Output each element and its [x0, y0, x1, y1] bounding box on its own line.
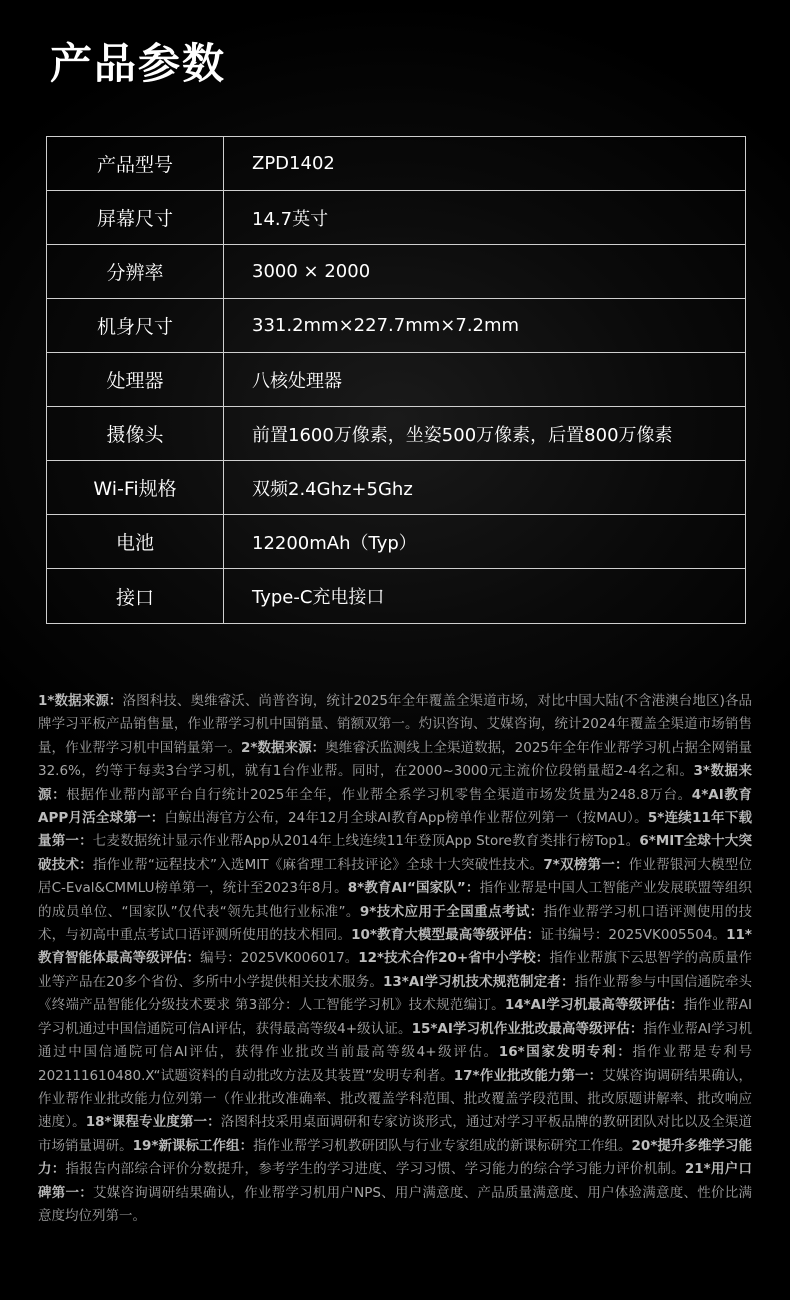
footnote-text: 洛图科技、奥维睿沃、尚普咨询，统计2025年全年覆盖全渠道市场，对比中国大陆(不含港澳台地区)各品牌学习平板产品销售量，作业帮学习机中国销量、销额双第一。灼识咨询、艾媒咨询，统计2024年覆盖全渠道市场销售量，作业帮学习机中国销量第一。 [38, 693, 753, 756]
footnote-text: 指报告内部综合评价分数提升，参考学生的学习进度、学习习惯、学习能力的综合学习能力评价机制。 [65, 1161, 685, 1178]
footnote-text: 指作业帮学习机教研团队与行业专家组成的新课标研究工作组。 [253, 1137, 632, 1154]
spec-row [47, 353, 745, 407]
spec-value: 14.7英寸 [252, 208, 329, 230]
footnote-text: 编号：2025VK006017。 [200, 950, 359, 967]
footnote-heading: 1*数据来源： [38, 693, 123, 709]
footnote-heading: 20*提升多维学习能力： [38, 1137, 752, 1178]
footnote-text: 奥维睿沃监测线上全渠道数据，2025年全年作业帮学习机占据全网销量32.6%，约等于每卖3台学习机，就有1台作业帮。同时，在2000~3000元主流价位段销量超2-4名之和。 [38, 739, 753, 780]
footnote-heading: 14*AI学习机最高等级评估： [504, 997, 684, 1014]
spec-row [47, 515, 745, 569]
footnote-heading: 12*技术合作20+省中小学校： [358, 950, 550, 967]
footnote-heading: 13*AI学习机技术规范制定者： [383, 973, 575, 990]
footnote-text: 指作业帮“远程技术”入选MIT《麻省理工科技评论》全球十大突破性技术。 [92, 856, 544, 873]
spec-row [47, 407, 745, 461]
footnote-text: 指作业帮是专利号202111610480.X“试题资料的自动批改方法及其装置”发明专利者。 [38, 1044, 752, 1084]
spec-name: 电池 [47, 515, 224, 568]
footnote-heading: 3*数据来源： [38, 763, 753, 803]
spec-name: 产品型号 [47, 137, 224, 190]
footnote-text: 证书编号：2025VK005504。 [540, 927, 727, 944]
footnote-text: 作业帮银河大模型位居C-Eval&CMMLU榜单第一，统计至2023年8月。 [38, 856, 753, 897]
spec-table [46, 136, 746, 624]
spec-value: Type-C充电接口 [252, 587, 385, 608]
page-title: 产品参数 [50, 39, 227, 88]
footnote-text: 根据作业帮内部平台自行统计2025年全年，作业帮全系学习机零售全渠道市场发货量为248.8万台。 [66, 786, 692, 803]
footnote-heading: 19*新课标工作组： [132, 1137, 254, 1154]
spec-name: Wi-Fi规格 [47, 461, 224, 514]
footnote-heading: 7*双榜第一： [543, 856, 629, 873]
footnote-heading: 21*用户口碑第一： [38, 1161, 752, 1201]
footnote-heading: 15*AI学习机作业批改最高等级评估： [411, 1020, 644, 1037]
spec-value: 前置1600万像素，坐姿500万像素，后置800万像素 [252, 424, 673, 446]
footnote-heading: 8*教育AI“国家队”： [347, 880, 480, 897]
footnote-text: 指作业帮AI学习机通过中国信通院可信AI评估，获得作业批改当前最高等级4+级评估。 [38, 1020, 752, 1061]
spec-name: 机身尺寸 [47, 299, 224, 352]
footnotes [38, 690, 752, 1228]
spec-value: 331.2mm×227.7mm×7.2mm [252, 315, 520, 336]
footnote-heading: 17*作业批改能力第一： [453, 1067, 603, 1084]
spec-name: 摄像头 [47, 407, 224, 460]
spec-value: 双频2.4Ghz+5Ghz [252, 478, 413, 500]
spec-row [47, 245, 745, 299]
footnote-text: 洛图科技采用桌面调研和专家访谈形式，通过对学习平板品牌的教研团队对比以及全渠道市场销量调研。 [38, 1114, 753, 1154]
spec-name: 分辨率 [47, 245, 224, 298]
footnote-heading: 6*MIT全球十大突破技术： [38, 833, 753, 873]
spec-name: 处理器 [47, 353, 224, 406]
footnote-heading: 5*连续11年下载量第一： [38, 810, 752, 850]
footnote-heading: 16*国家发明专利： [498, 1044, 633, 1061]
footnote-heading: 18*课程专业度第一： [85, 1114, 221, 1131]
spec-value: 12200mAh（Typ） [252, 532, 417, 554]
footnote-text: 指作业帮是中国人工智能产业发展联盟等组织的成员单位、“国家队”仅代表“领先其他行业标准”。 [38, 880, 753, 920]
footnote-text: 白鲸出海官方公布，24年12月全球AI教育App榜单作业帮位列第一（按MAU）。 [164, 810, 648, 827]
spec-row [47, 191, 745, 245]
spec-value: 八核处理器 [252, 370, 342, 392]
spec-row [47, 569, 745, 623]
footnote-text: 艾媒咨询调研结果确认，作业帮学习机用户NPS、用户满意度、产品质量满意度、用户体验满意度、性价比满意度均位列第一。 [38, 1184, 753, 1224]
footnote-text: 指作业帮AI学习机通过中国信通院可信AI评估，获得最高等级4+级认证。 [38, 997, 752, 1037]
spec-value: 3000 × 2000 [252, 261, 371, 282]
footnote-text: 七麦数据统计显示作业帮App从2014年上线连续11年登顶App Store教育类排行榜Top1。 [92, 833, 640, 850]
footnote-text: 指作业帮学习机口语评测使用的技术，与初高中重点考试口语评测所使用的技术相同。 [38, 903, 752, 944]
spec-row [47, 299, 745, 353]
footnote-heading: 2*数据来源： [241, 739, 326, 756]
footnote-heading: 10*教育大模型最高等级评估： [351, 927, 541, 944]
spec-row [47, 137, 745, 191]
footnote-heading: 11*教育智能体最高等级评估： [38, 927, 752, 967]
footnote-text: 指作业帮参与中国信通院牵头《终端产品智能化分级技术要求 第3部分：人工智能学习机》技术规范编订。 [38, 973, 752, 1014]
footnote-heading: 4*AI教育APP月活全球第一： [38, 786, 752, 827]
footnote-heading: 9*技术应用于全国重点考试： [359, 903, 544, 920]
spec-name: 屏幕尺寸 [47, 191, 224, 244]
spec-name: 接口 [47, 569, 224, 623]
footnote-text: 艾媒咨询调研结果确认，作业帮作业批改能力位列第一（作业批改准确率、批改覆盖学科范围、批改覆盖学段范围、批改原题讲解率、批改响应速度）。 [38, 1067, 752, 1131]
footnote-text: 指作业帮旗下云思智学的高质量作业等产品在20多个省份、多所中小学提供相关技术服务。 [38, 950, 753, 990]
spec-row [47, 461, 745, 515]
spec-value: ZPD1402 [252, 153, 335, 174]
